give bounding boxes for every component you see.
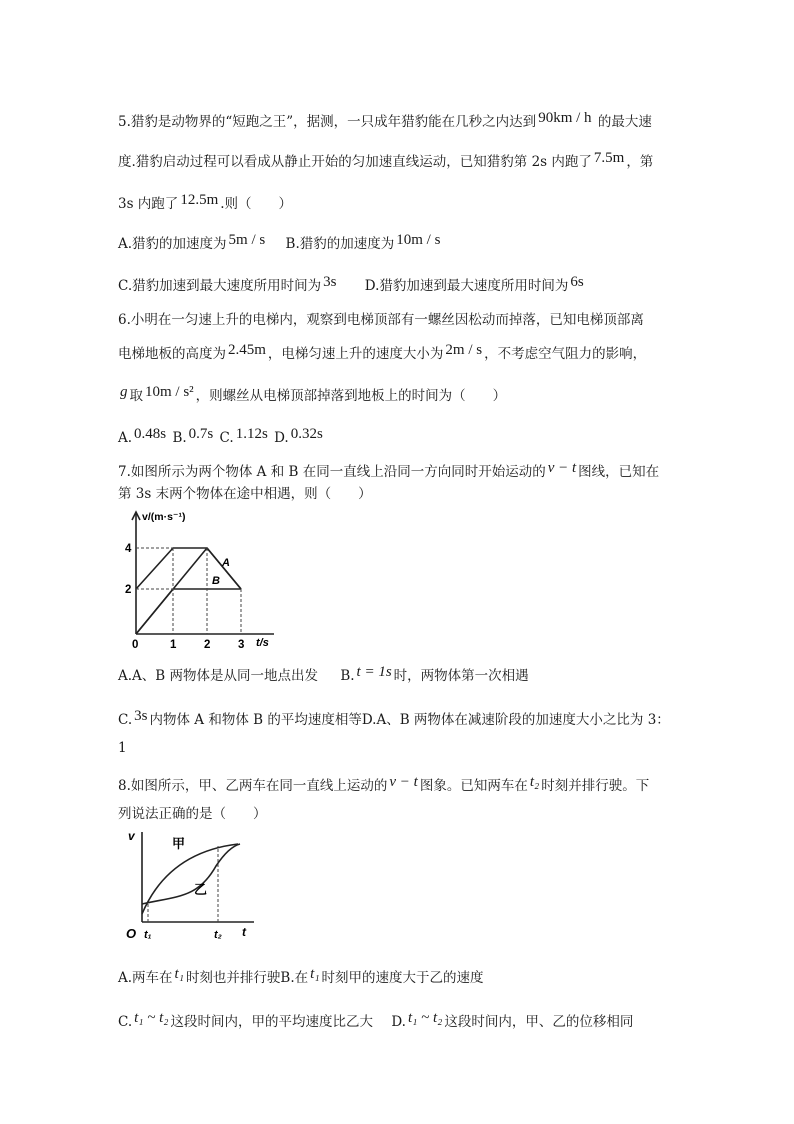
q5-option-a: A.猎豹的加速度为 5m / s bbox=[118, 232, 266, 252]
q5-options-cd bbox=[118, 276, 586, 296]
q8-t2-label: t₂ bbox=[214, 929, 222, 941]
q8-t1-label: t₁ bbox=[144, 929, 152, 941]
q8-line1: 8.如图所示，甲、乙两车在同一直线上运动的 v − t 图象。已知两车在 t₂ 时刻并排行驶。下 bbox=[118, 774, 650, 794]
q7-label-a: A bbox=[222, 557, 230, 569]
q5-line2: 度.猎豹启动过程可以看成从静止开始的匀加速直线运动，已知猎豹第 2s 内跑了 7.5m ，第 bbox=[118, 150, 654, 170]
q5-options-ab bbox=[118, 234, 442, 254]
q5-option-b: B.猎豹的加速度为 10m / s bbox=[285, 232, 441, 252]
q7-y-tick-2: 2 bbox=[125, 584, 132, 596]
q7-line-b-rise bbox=[136, 548, 207, 634]
q8-label-jia: 甲 bbox=[172, 836, 186, 851]
q7-x-tick-0: 0 bbox=[132, 639, 139, 651]
q7-line-b bbox=[136, 589, 241, 634]
q7-label-b: B bbox=[212, 575, 220, 587]
q8-option-c: C. t₁ ~ t₂ 这段时间内，甲的平均速度比乙大 bbox=[118, 1010, 374, 1030]
q7-option-b: B. t = 1s 时，两物体第一次相遇 bbox=[340, 664, 529, 684]
q8-origin: O bbox=[126, 926, 137, 941]
q7-vt-graph bbox=[124, 506, 280, 654]
q5-line3: 3s 内跑了 12.5m .则（ ） bbox=[118, 192, 293, 212]
q6-line2: 电梯地板的高度为 2.45m ，电梯匀速上升的速度大小为 2m / s ，不考虑空气阻力的影响， bbox=[118, 342, 647, 362]
q7-y-tick-4: 4 bbox=[125, 543, 132, 555]
q8-line2: 列说法正确的是（ ） bbox=[118, 806, 267, 822]
q7-options-ab bbox=[118, 666, 529, 686]
q7-x-tick-2: 2 bbox=[204, 639, 211, 651]
q7-y-label: v/(m·s⁻¹) bbox=[142, 511, 186, 523]
q7-x-label: t/s bbox=[256, 637, 269, 649]
q6-line3: g 取 10m / s² ，则螺丝从电梯顶部掉落到地板上的时间为（ ） bbox=[120, 384, 507, 404]
q5-option-c: C.猎豹加速到最大速度所用时间为 3s bbox=[118, 274, 337, 294]
q8-curve-yi bbox=[142, 844, 240, 904]
q7-line1: 7.如图所示为两个物体 A 和 B 在同一直线上沿同一方向同时开始运动的 v − t 图线，已知在 bbox=[118, 460, 660, 480]
q8-options-cd bbox=[118, 1012, 633, 1032]
q8-vt-graph bbox=[118, 826, 256, 948]
q5-line1: 5.猎豹是动物界的“短跑之王”，据测，一只成年猎豹能在几秒之内达到 90km / h 的最大速 bbox=[118, 110, 652, 130]
q7-option-a: A.A、B 两物体是从同一地点出发 bbox=[118, 668, 319, 684]
q8-option-d: D. t₁ ~ t₂ 这段时间内，甲、乙的位移相同 bbox=[391, 1010, 634, 1030]
q6-line1: 6.小明在一匀速上升的电梯内，观察到电梯顶部有一螺丝因松动而掉落，已知电梯顶部离 bbox=[118, 312, 644, 328]
q7-line2: 第 3s 末两个物体在途中相遇，则（ ） bbox=[118, 486, 372, 502]
q7-option-d-end: 1 bbox=[118, 740, 127, 756]
q5-option-d: D.猎豹加速到最大速度所用时间为 6s bbox=[364, 274, 584, 294]
q7-options-cd: C. 3s 内物体 A 和物体 B 的平均速度相等D.A、B 两物体在减速阶段的加速度大小之比为 3： bbox=[118, 708, 670, 728]
q8-options-ab: A.两车在 t₁ 时刻也并排行驶B.在 t₁ 时刻甲的速度大于乙的速度 bbox=[118, 966, 484, 986]
q6-options: A. 0.48s B. 0.7s C. 1.12s D. 0.32s bbox=[118, 426, 323, 446]
q8-y-label: v bbox=[128, 829, 135, 843]
q7-x-tick-3: 3 bbox=[238, 639, 245, 651]
q8-label-yi: 乙 bbox=[194, 882, 208, 897]
q8-curve-jia bbox=[142, 844, 238, 914]
q8-x-label: t bbox=[242, 925, 246, 939]
q7-x-tick-1: 1 bbox=[170, 639, 177, 651]
